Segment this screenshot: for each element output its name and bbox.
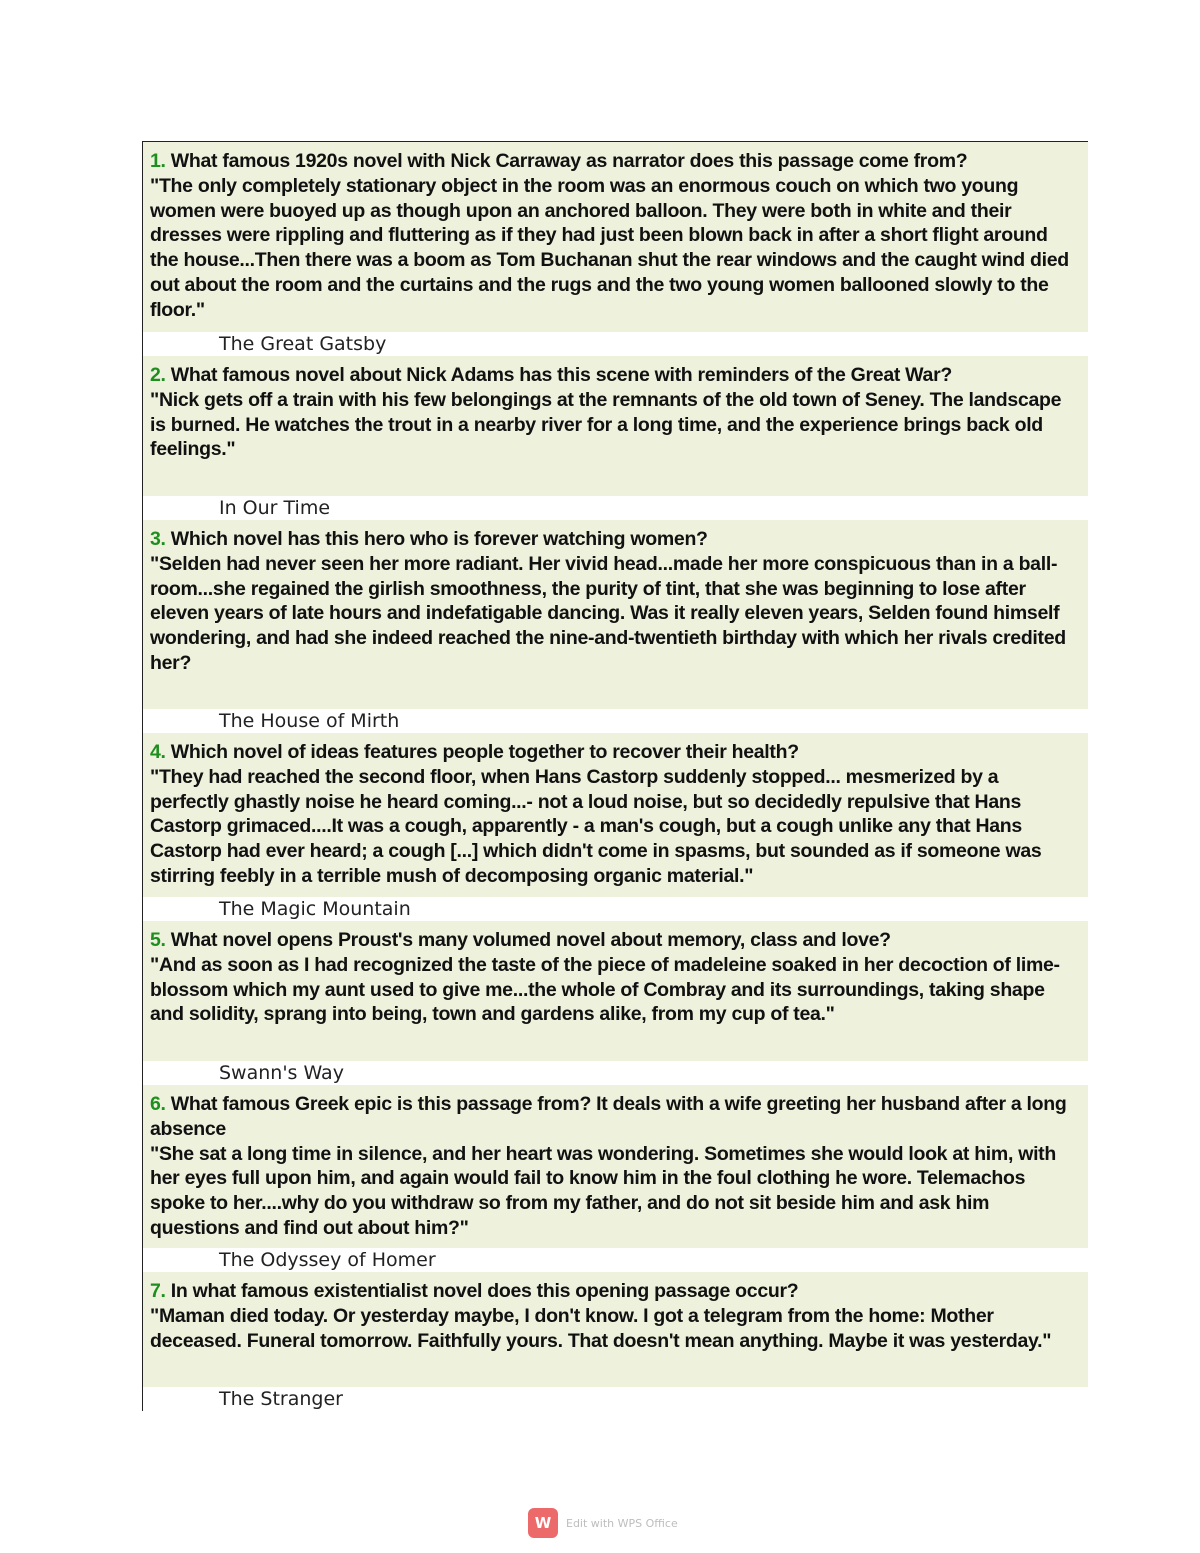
passage-text: "Maman died today. Or yesterday maybe, I don't know. I got a telegram from the home: Mother deceased. Funeral tomorrow. Faithfully yours. That doesn't mean anything. Maybe it was yesterday."	[150, 1304, 1052, 1352]
question-number: 2.	[150, 364, 166, 386]
question-text: Which novel has this hero who is forever watching women?	[170, 528, 708, 550]
passage-text: "She sat a long time in silence, and her heart was wondering. Sometimes she would look at him, with her eyes full upon him, and again would fail to know him in the foul clothing he wore. Telemachos spoke to her....why do you withdraw so from my father, and do not sit beside him and ask him questions and find out about him?"	[150, 1142, 1056, 1239]
question-text: What famous novel about Nick Adams has this scene with reminders of the Great War?	[170, 364, 953, 386]
answer-cell-2: In Our Time	[219, 497, 331, 519]
question-number: 6.	[150, 1093, 166, 1115]
quiz-table	[142, 141, 1088, 1411]
question-number: 5.	[150, 929, 166, 951]
passage-text: "They had reached the second floor, when Hans Castorp suddenly stopped... mesmerized by a perfectly ghastly noise he heard coming...- not a loud noise, but so decidedly repulsive that Hans Castorp grimaced....It was a cough, apparently - a man's cough, but a cough unlike any that Hans Castorp had ever heard; a cough [...] which didn't come in spasms, but sounded as if someone was stirring feebly in a terrible mush of decomposing organic material."	[150, 765, 1042, 887]
answer-cell-3: The House of Mirth	[219, 710, 400, 732]
question-text: What famous 1920s novel with Nick Carraway as narrator does this passage come from?	[170, 150, 968, 172]
wps-watermark-text: Edit with WPS Office	[566, 1516, 678, 1530]
wps-watermark	[528, 1508, 678, 1538]
question-cell-7	[143, 1272, 1088, 1387]
question-cell-1	[143, 142, 1088, 332]
question-number: 4.	[150, 741, 166, 763]
question-cell-4	[143, 733, 1088, 897]
passage-text: "The only completely stationary object in the room was an enormous couch on which two young women were buoyed up as though upon an anchored balloon. They were both in white and their dresses were rippling and fluttering as if they had just been blown back in after a short flight around the house...Then there was a boom as Tom Buchanan shut the rear windows and the caught wind died out about the room and the curtains and the rugs and the two young women ballooned slowly to the floor."	[150, 174, 1069, 321]
question-cell-3	[143, 520, 1088, 709]
question-number: 1.	[150, 150, 166, 172]
question-number: 3.	[150, 528, 166, 550]
question-text: What famous Greek epic is this passage from? It deals with a wife greeting her husband after a long absence	[150, 1093, 1067, 1140]
question-text: Which novel of ideas features people together to recover their health?	[170, 741, 799, 763]
question-text: In what famous existentialist novel does this opening passage occur?	[170, 1280, 799, 1302]
question-text: What novel opens Proust's many volumed novel about memory, class and love?	[170, 929, 891, 951]
passage-text: "Nick gets off a train with his few belongings at the remnants of the old town of Seney. The landscape is burned. He watches the trout in a nearby river for a long time, and the experience brings back old feelings."	[150, 388, 1062, 461]
answer-cell-1: The Great Gatsby	[219, 333, 387, 355]
answer-cell-4: The Magic Mountain	[219, 898, 411, 920]
wps-logo-icon: W	[528, 1508, 558, 1538]
question-number: 7.	[150, 1280, 166, 1302]
answer-cell-7: The Stranger	[219, 1388, 343, 1410]
answer-cell-5: Swann's Way	[219, 1062, 344, 1084]
question-cell-6	[143, 1085, 1088, 1248]
question-cell-5	[143, 921, 1088, 1061]
passage-text: "And as soon as I had recognized the taste of the piece of madeleine soaked in her decoction of lime-blossom which my aunt used to give me...the whole of Combray and its surroundings, taking shape and solidity, sprang into being, town and gardens alike, from my cup of tea."	[150, 953, 1060, 1026]
answer-cell-6: The Odyssey of Homer	[219, 1249, 436, 1271]
passage-text: "Selden had never seen her more radiant. Her vivid head...made her more conspicuous than in a ball-room...she regained the girlish smoothness, the purity of tint, that she was beginning to lose after eleven years of late hours and indefatigable dancing. Was it really eleven years, Selden found himself wondering, and had she indeed reached the nine-and-twentieth birthday with which her rivals credited her?	[150, 552, 1066, 674]
question-cell-2	[143, 356, 1088, 496]
